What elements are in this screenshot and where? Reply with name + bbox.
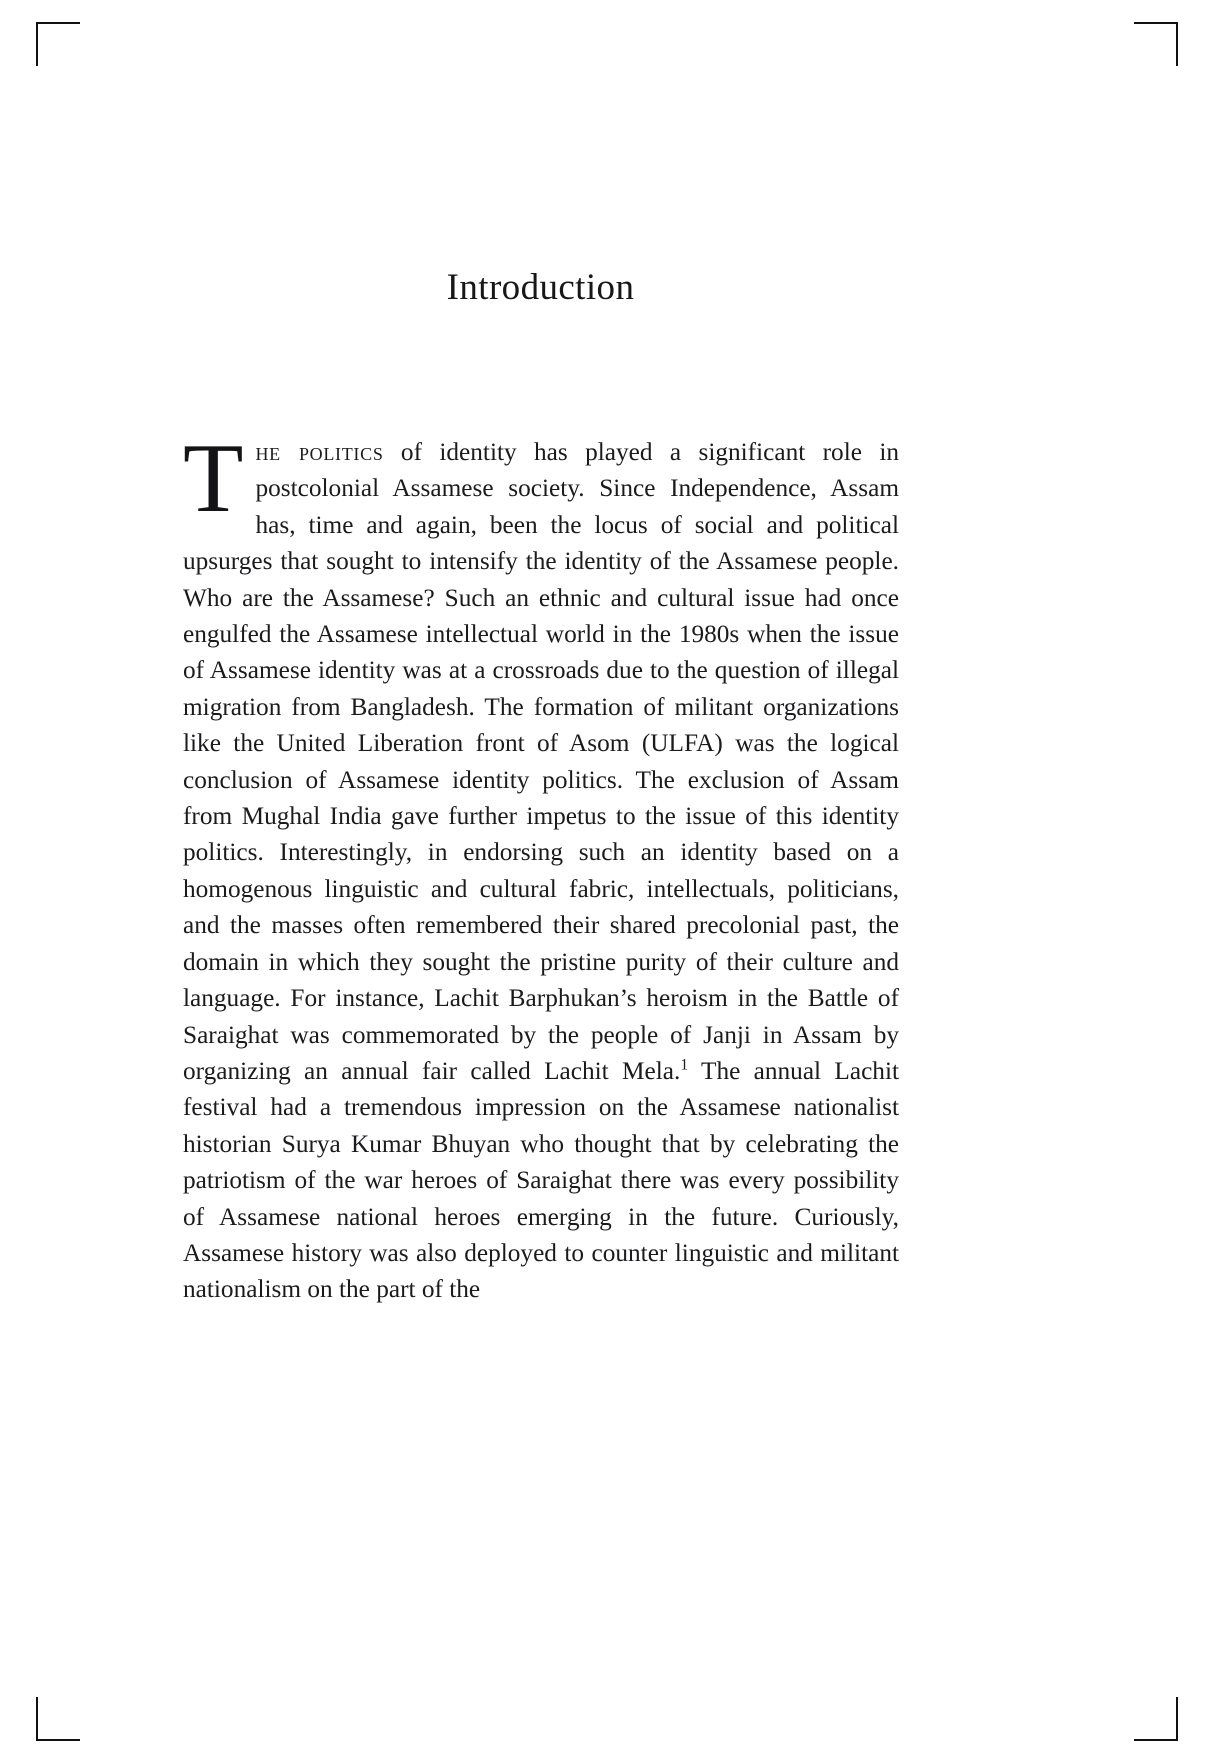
page-title: Introduction <box>446 267 635 308</box>
body-text-part-one: of identity has played a significant role in postcolonial Assamese society. Since Independence, Assam has, time and again, been the locus of social and political upsurges that sought to intensify the identity of the Assamese people. Who are the Assamese? Such an ethnic and cultural issue had once engulfed the Assamese intellectual world in the 1980s when the issue of Assamese identity was at a crossroads due to the question of illegal migration from Bangladesh. The formation of militant organizations like the United Liberation front of Asom (ULFA) was the logical conclusion of Assamese identity politics. The exclusion of Assam from Mughal India gave further impetus to the issue of this identity politics. Interestingly, in endorsing such an identity based on a homogenous linguistic and cultural fabric, intellectuals, politicians, and the masses often remembered their shared precolonial past, the domain in which they sought the pristine purity of their culture and language. For instance, Lachit Barphukan’s heroism in the Battle of Saraighat was commemorated by the people of Janji in Assam by organizing an annual fair called Lachit Mela. <box>183 438 900 1085</box>
opening-small-caps: he politics <box>255 438 384 466</box>
body-paragraph <box>183 424 900 1308</box>
drop-cap: T <box>183 424 244 533</box>
crop-mark-top-right <box>1134 22 1178 66</box>
page-content <box>183 0 898 1763</box>
crop-mark-bottom-right <box>1134 1697 1178 1741</box>
body-text-part-two: The annual Lachit festival had a tremendous impression on the Assamese nationalist historian Surya Kumar Bhuyan who thought that by celebrating the patriotism of the war heroes of Saraighat there was every possibility of Assamese national heroes emerging in the future. Curiously, Assamese history was also deployed to counter linguistic and militant nationalism on the part of the <box>183 1056 900 1304</box>
crop-mark-bottom-left <box>36 1697 80 1741</box>
crop-mark-top-left <box>36 22 80 66</box>
footnote-reference-1[interactable]: 1 <box>680 1056 689 1074</box>
